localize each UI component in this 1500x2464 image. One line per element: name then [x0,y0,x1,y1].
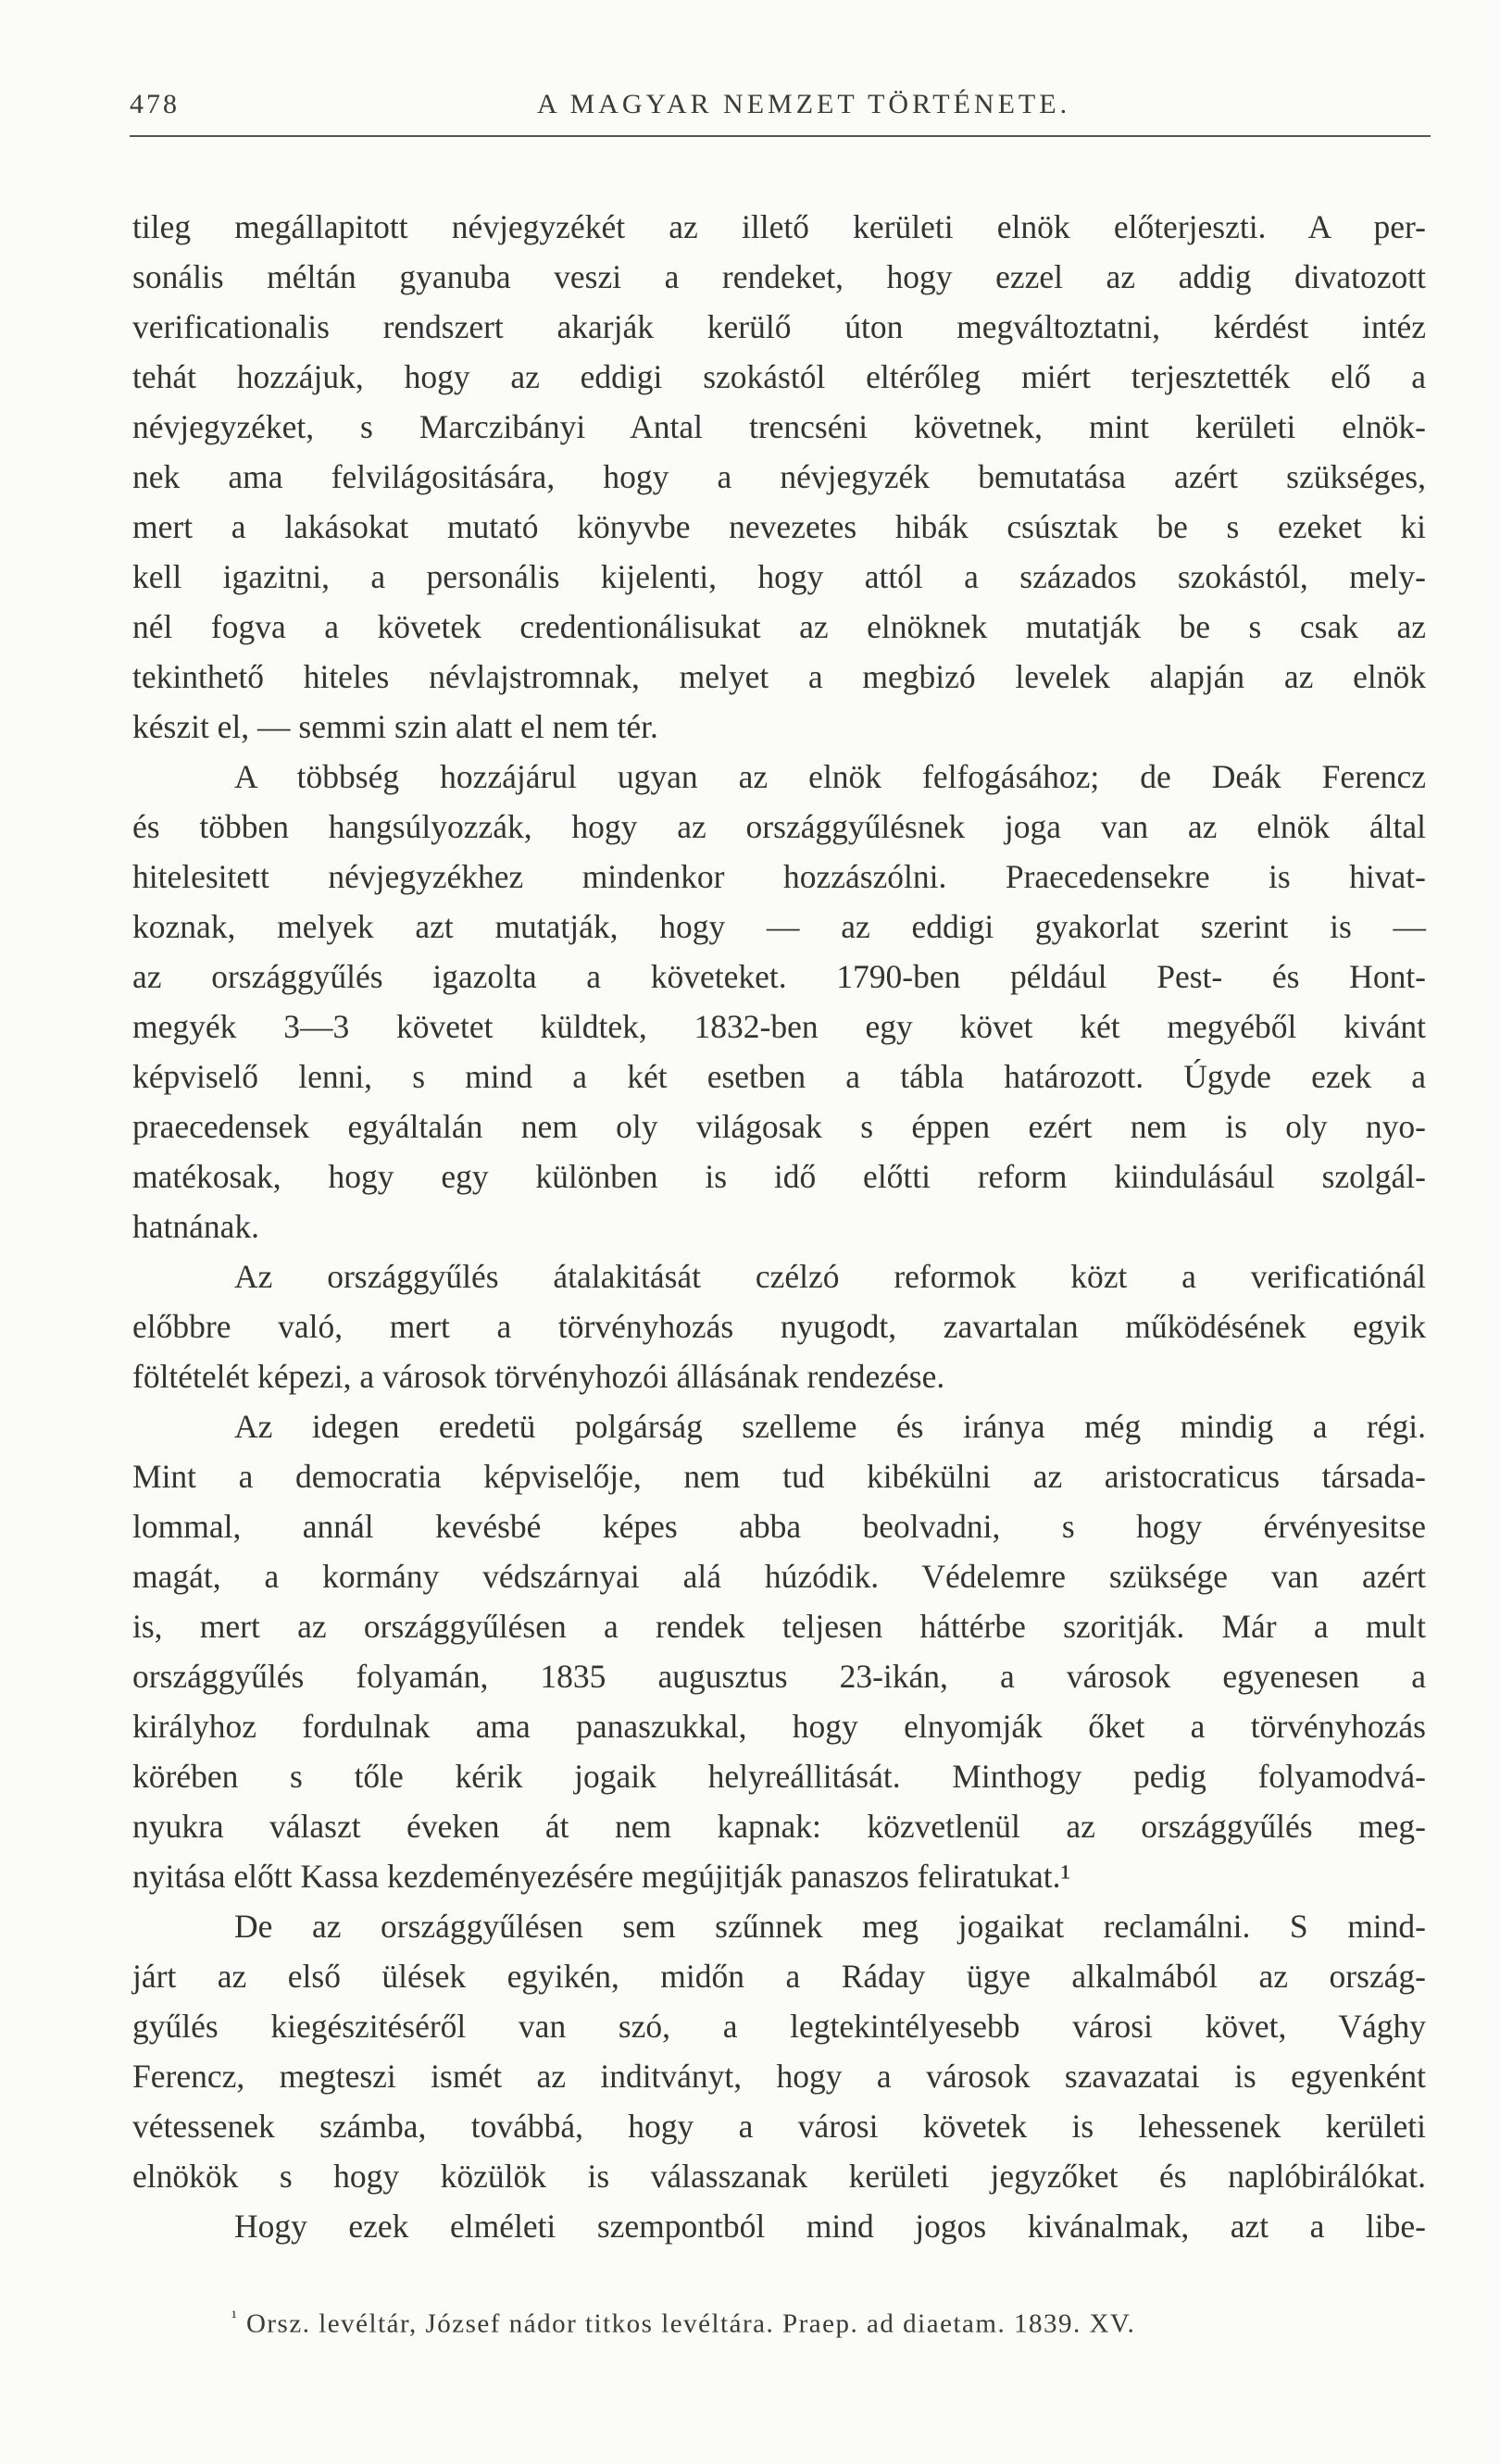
text-line: vétessenek számba, továbbá, hogy a városi követek is lehessenek kerületi [132,2108,1426,2145]
text-line: és többen hangsúlyozzák, hogy az országgyűlésnek joga van az elnök által [132,808,1426,845]
text-line: hitelesitett névjegyzékhez mindenkor hozzászólni. Praecedensekre is hivat- [132,858,1426,895]
text-line: kell igazitni, a personális kijelenti, hogy attól a százados szokástól, mely- [132,558,1426,595]
text-line: is, mert az országgyűlésen a rendek teljesen háttérbe szoritják. Már a mult [132,1608,1426,1645]
text-line: A többség hozzájárul ugyan az elnök felfogásához; de Deák Ferencz [234,758,1426,795]
text-line: elnökök s hogy közülök is válasszanak kerületi jegyzőket és naplóbirálókat. [132,2158,1426,2195]
text-line: képviselő lenni, s mind a két esetben a tábla határozott. Úgyde ezek a [132,1058,1426,1095]
text-line: járt az első ülések egyikén, midőn a Ráday ügye alkalmából az ország- [132,1958,1426,1995]
text-line: Az országgyűlés átalakitását czélzó reformok közt a verificatiónál [234,1258,1426,1295]
footnote-text: Orsz. levéltár, József nádor titkos levéltára. Praep. ad diaetam. 1839. XV. [245,2308,1136,2339]
header-rule [130,135,1431,137]
text-line: körében s tőle kérik jogaik helyreállitását. Minthogy pedig folyamodvá- [132,1758,1426,1795]
text-line: országgyűlés folyamán, 1835 augusztus 23-ikán, a városok egyenesen a [132,1658,1426,1695]
text-line: tekinthető hiteles névlajstromnak, melyet a megbizó levelek alapján az elnök [132,658,1426,695]
text-line: praecedensek egyáltalán nem oly világosak s éppen ezért nem is oly nyo- [132,1108,1426,1145]
text-line: föltételét képezi, a városok törvényhozói állásának rendezése. [132,1358,945,1395]
text-line: nél fogva a követek credentionálisukat az elnöknek mutatják be s csak az [132,608,1426,645]
text-line: készit el, — semmi szin alatt el nem tér. [132,708,658,745]
text-line: tileg megállapitott névjegyzékét az illető kerületi elnök előterjeszti. A per- [132,208,1426,245]
text-line: magát, a kormány védszárnyai alá húzódik. Védelemre szüksége van azért [132,1558,1426,1595]
text-line: koznak, melyek azt mutatják, hogy — az eddigi gyakorlat szerint is — [132,908,1426,945]
text-line: hatnának. [132,1208,260,1245]
text-line: De az országgyűlésen sem szűnnek meg jogaikat reclamálni. S mind- [234,1908,1426,1945]
running-title: A MAGYAR NEMZET TÖRTÉNETE. [537,89,1071,119]
text-line: verificationalis rendszert akarják kerülő úton megváltoztatni, kérdést intéz [132,308,1426,345]
text-line: nek ama felvilágositására, hogy a névjegyzék bemutatása azért szükséges, [132,458,1426,495]
footnote-marker: ¹ [231,2308,239,2327]
text-line: nyitása előtt Kassa kezdeményezésére megújitják panaszos feliratukat.¹ [132,1858,1071,1895]
text-line: királyhoz fordulnak ama panaszukkal, hogy elnyomják őket a törvényhozás [132,1708,1426,1745]
text-line: mert a lakásokat mutató könyvbe nevezetes hibák csúsztak be s ezeket ki [132,508,1426,545]
text-line: tehát hozzájuk, hogy az eddigi szokástól eltérőleg miért terjesztették elő a [132,358,1426,395]
text-line: gyűlés kiegészitéséről van szó, a legtekintélyesebb városi követ, Vághy [132,2008,1426,2045]
text-line: névjegyzéket, s Marczibányi Antal trencséni követnek, mint kerületi elnök- [132,408,1426,445]
running-head [130,89,1426,128]
text-line: Hogy ezek elméleti szempontból mind jogos kivánalmak, azt a libe- [234,2208,1426,2245]
text-line: az országgyűlés igazolta a követeket. 1790-ben például Pest- és Hont- [132,958,1426,995]
text-line: lommal, annál kevésbé képes abba beolvadni, s hogy érvényesitse [132,1508,1426,1545]
footnote [231,2308,1435,2340]
text-line: Ferencz, megteszi ismét az inditványt, hogy a városok szavazatai is egyenként [132,2058,1426,2095]
text-line: sonális méltán gyanuba veszi a rendeket, hogy ezzel az addig divatozott [132,258,1426,295]
text-line: előbbre való, mert a törvényhozás nyugodt, zavartalan működésének egyik [132,1308,1426,1345]
body-text [132,202,1426,2251]
text-line: megyék 3—3 követet küldtek, 1832-ben egy követ két megyéből kivánt [132,1008,1426,1045]
text-line: nyukra választ éveken át nem kapnak: közvetlenül az országgyűlés meg- [132,1808,1426,1845]
text-line: matékosak, hogy egy különben is idő előtti reform kiindulásául szolgál- [132,1158,1426,1195]
text-line: Az idegen eredetü polgárság szelleme és iránya még mindig a régi. [234,1408,1426,1445]
text-line: Mint a democratia képviselője, nem tud kibékülni az aristocraticus társada- [132,1458,1426,1495]
page-number: 478 [130,89,180,119]
